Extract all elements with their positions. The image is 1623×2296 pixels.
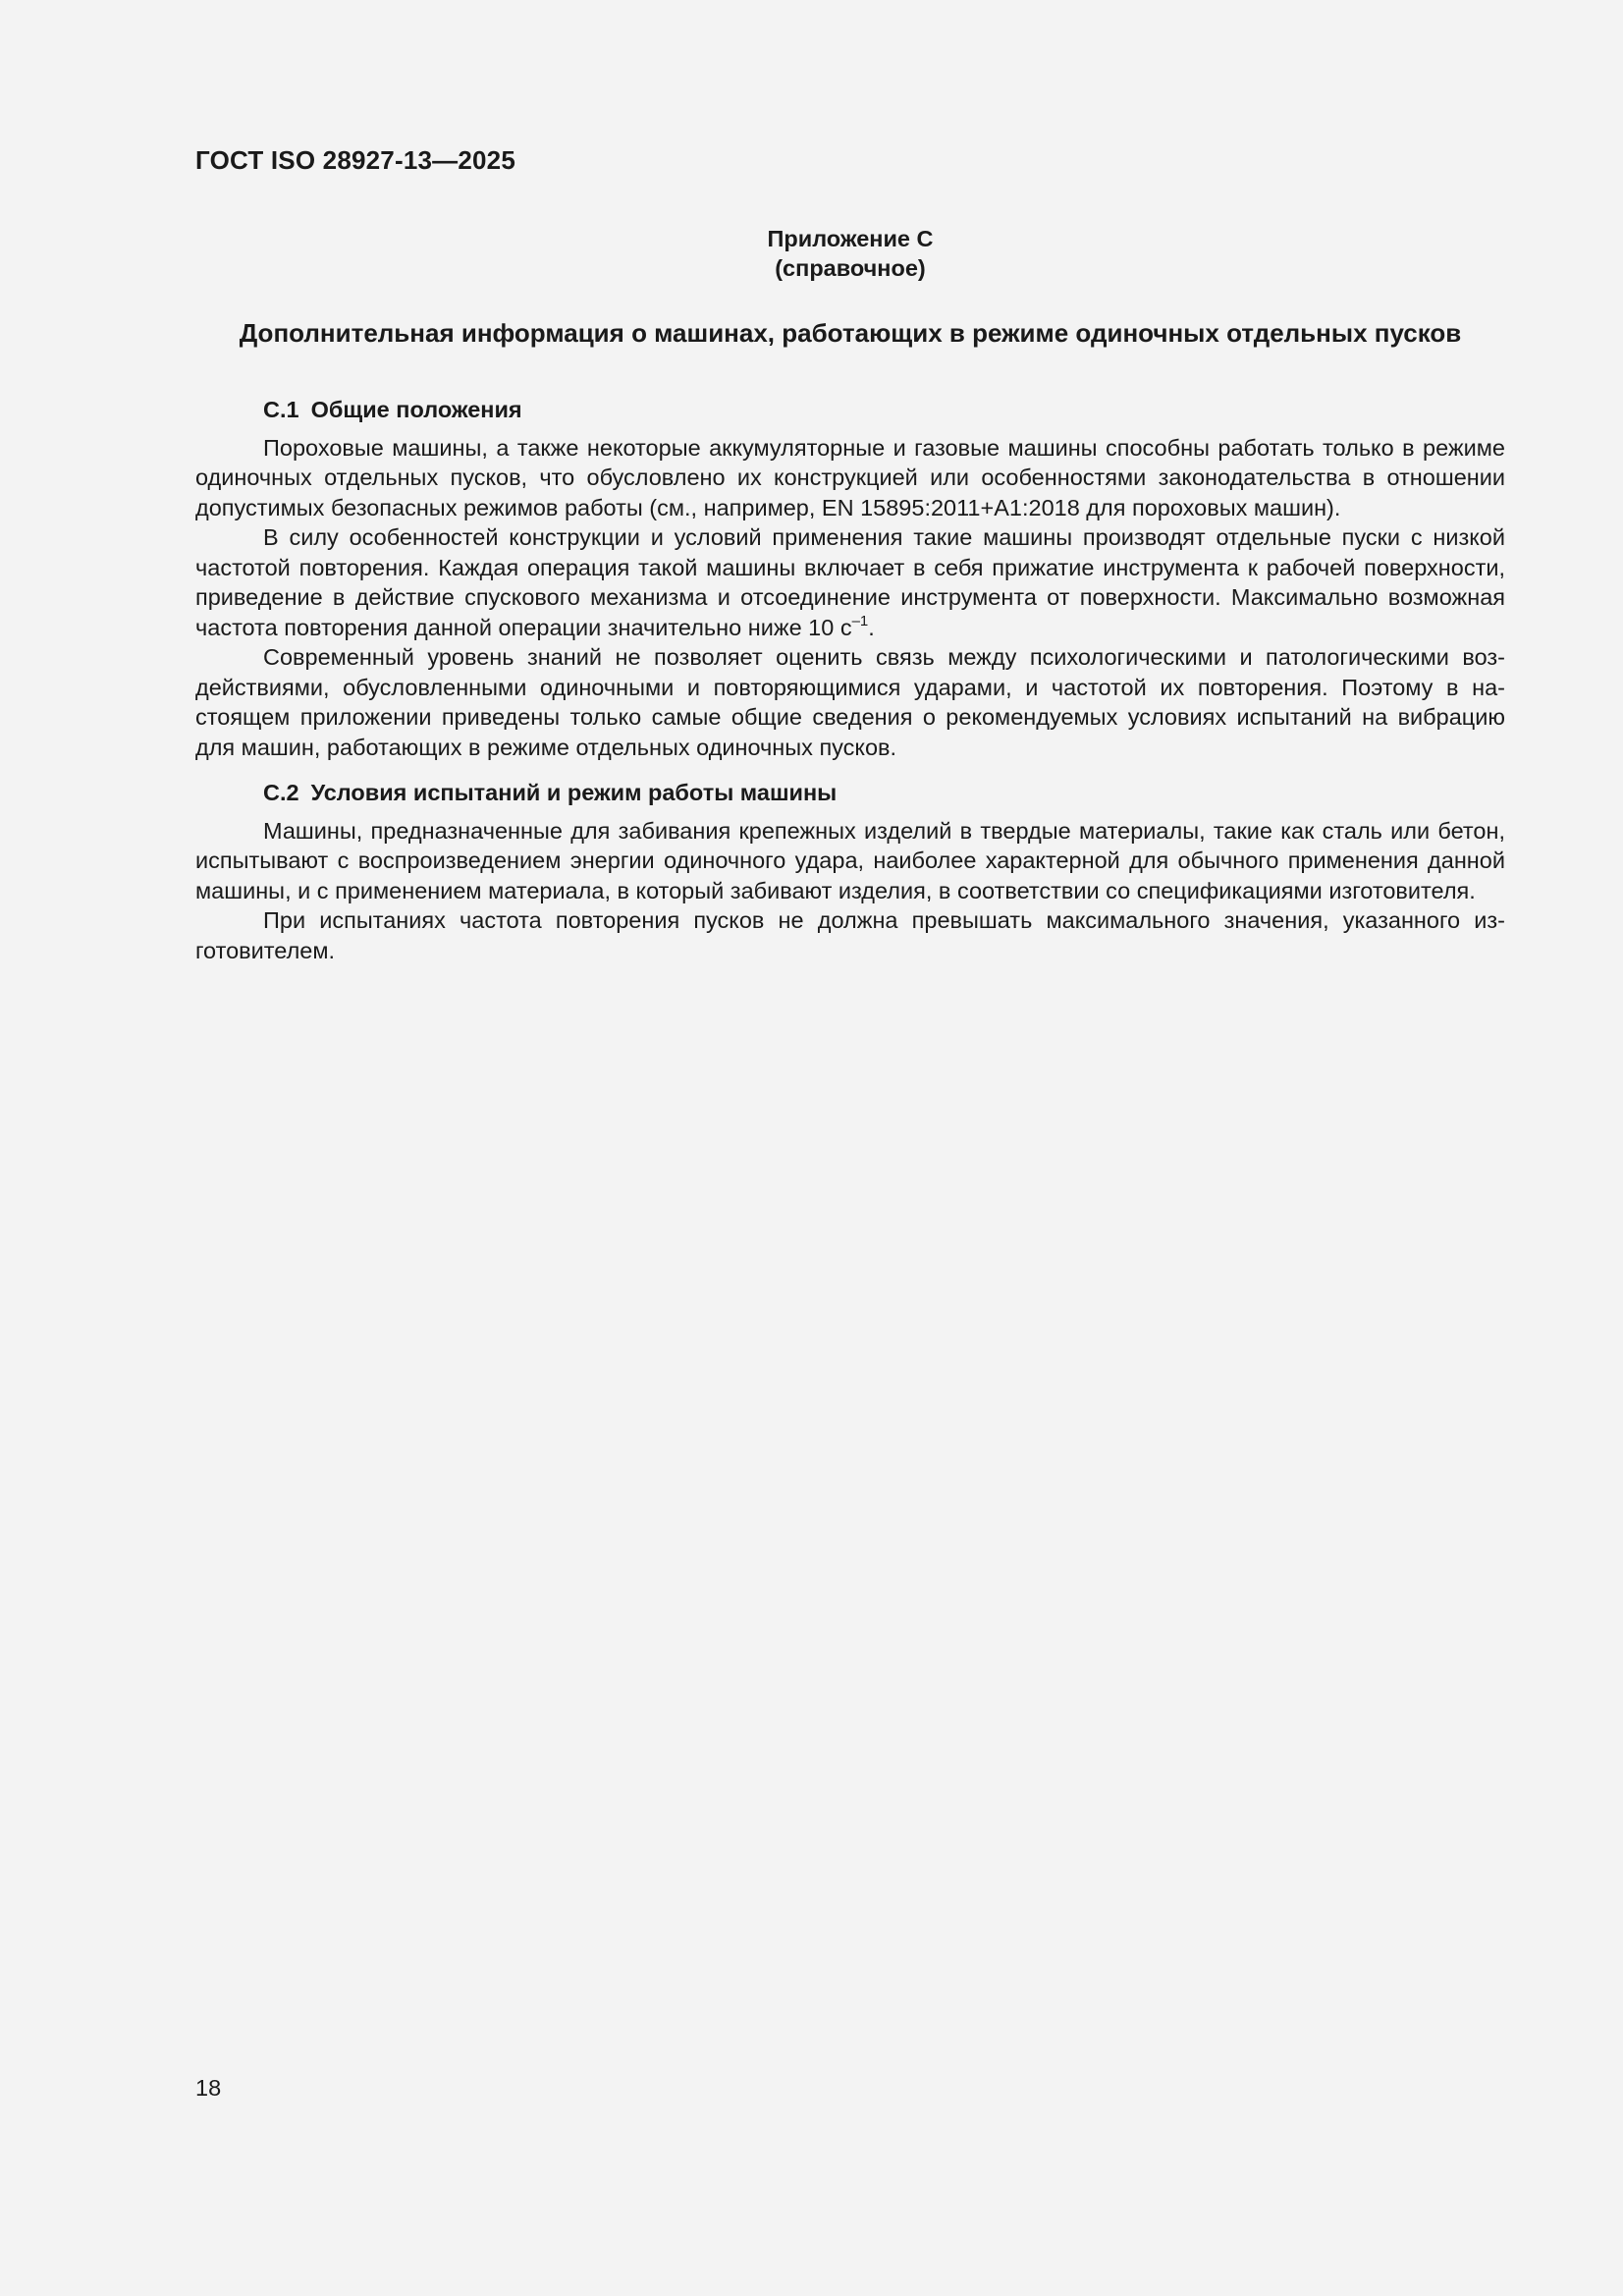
- annex-content: [195, 395, 1505, 965]
- annex-title: Дополнительная информация о машинах, работающих в режиме одиночных отдельных пусков: [239, 318, 1462, 348]
- section-c2: [195, 778, 1505, 965]
- paragraph: Машины, предназначенные для забивания крепежных изделий в твердые материалы, такие как сталь или бетон, испытывают с воспроизведением энергии одиночного удара, наиболее характерной для обычного применения данной машины, и с применением материала, в который забивают изделия, в соответствии со спецификациями изготовителя.: [195, 817, 1505, 903]
- annex-status: (справочное): [775, 255, 926, 281]
- section-title: Общие положения: [310, 397, 522, 422]
- paragraph: При испытаниях частота повторения пусков не должна превышать максимального значения, указанного изготовителем.: [195, 907, 1505, 963]
- paragraph: В силу особенностей конструкции и условий применения такие машины производят отдельные пуски с низкой частотой повторения. Каждая операция такой машины включает в себя прижатие инструмента к рабочей поверхности, приведение в действие спускового механизма и отсоединение инструмента от поверхности. Максимально возможная частота повторения данной операции значительно ниже 10 $с^{-1}$.: [195, 524, 1505, 640]
- paragraph: Пороховые машины, а также некоторые аккумуляторные и газовые машины способны работать только в режиме одиночных отдельных пусков, что обусловлено их конструкцией или особенностями законодательства в отношении допустимых безопасных режимов работы (см., например, EN 15895:2011+A1:2018 для пороховых машин).: [195, 434, 1505, 520]
- paragraph: Современный уровень знаний не позволяет оценить связь между психологическими и патологическими воздействиями, обусловленными одиночными и повторяющимися ударами, и частотой их повторения. Поэтому в настоящем приложении приведены только самые общие сведения о рекомендуемых условиях испытаний на вибрацию для машин, работающих в режиме отдельных одиночных пусков.: [195, 644, 1505, 760]
- superscript-exponent: –1: [851, 612, 869, 629]
- annex-label-block: [195, 224, 1505, 283]
- section-number: C.1: [263, 397, 299, 422]
- section-title: Условия испытаний и режим работы машины: [310, 780, 838, 805]
- annex-label: Приложение C: [767, 226, 934, 251]
- section-heading: [195, 778, 1505, 808]
- section-heading: [195, 395, 1505, 425]
- section-number: C.2: [263, 780, 299, 805]
- page-number: 18: [195, 2075, 222, 2101]
- section-c1: [195, 395, 1505, 762]
- document-code: ГОСТ ISO 28927-13—2025: [195, 145, 515, 175]
